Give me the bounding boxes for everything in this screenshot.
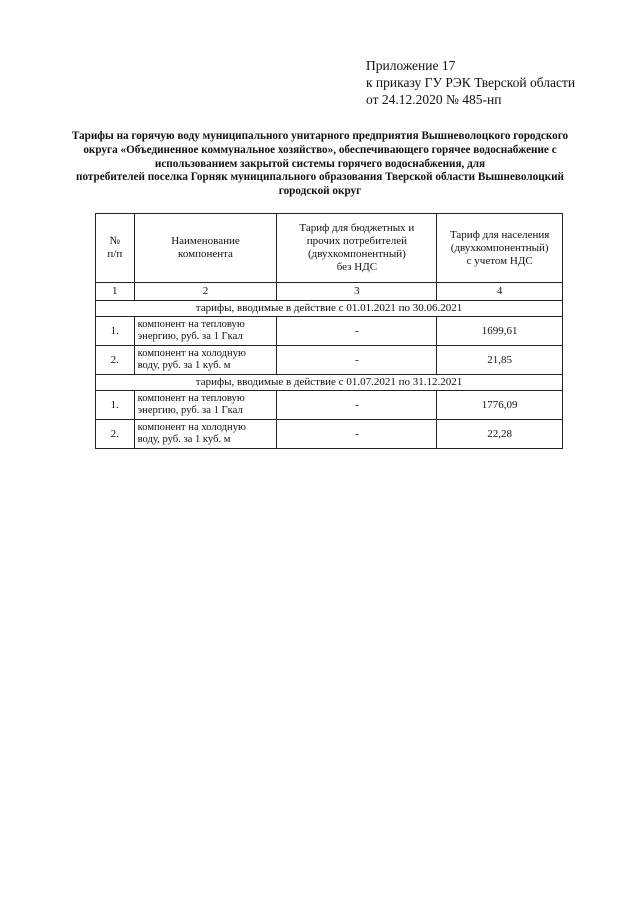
population-tariff-value: 22,28 bbox=[437, 420, 563, 449]
appendix-number: Приложение 17 bbox=[366, 58, 456, 73]
budget-tariff-value: - bbox=[277, 317, 437, 346]
row-number: 1. bbox=[96, 391, 135, 420]
budget-tariff-value: - bbox=[277, 391, 437, 420]
header-number-line: № bbox=[109, 235, 121, 247]
component-name-line: энергию, руб. за 1 Гкал bbox=[137, 405, 243, 416]
component-name-line: компонент на тепловую bbox=[137, 319, 245, 330]
component-name bbox=[134, 346, 277, 375]
period-label: тарифы, вводимые в действие с 01.07.2021 по 31.12.2021 bbox=[96, 375, 563, 391]
header-name-line: компонента bbox=[178, 248, 233, 260]
column-number: 4 bbox=[437, 283, 563, 301]
header-population-line: Тариф для населения bbox=[449, 228, 550, 241]
component-name bbox=[134, 317, 277, 346]
component-name-line: компонент на тепловую bbox=[137, 393, 245, 404]
title-line: использованием закрытой системы горячего водоснабжения, для bbox=[154, 157, 486, 170]
title-line: городской округ bbox=[278, 185, 362, 198]
table-row bbox=[96, 391, 563, 420]
document-title bbox=[40, 130, 600, 199]
header-budget-line: прочих потребителей bbox=[306, 235, 407, 247]
header-name-line: Наименование bbox=[171, 235, 240, 247]
column-number: 1 bbox=[96, 283, 135, 301]
table-row bbox=[96, 317, 563, 346]
budget-tariff-value: - bbox=[277, 420, 437, 449]
column-number: 3 bbox=[277, 283, 437, 301]
period-label: тарифы, вводимые в действие с 01.01.2021 по 30.06.2021 bbox=[96, 301, 563, 317]
component-name-line: воду, руб. за 1 куб. м bbox=[137, 434, 231, 445]
title-line: округа «Объединенное коммунальное хозяйство», обеспечивающего горячее водоснабжение с bbox=[83, 143, 557, 156]
appendix-order-reference: к приказу ГУ РЭК Тверской области bbox=[366, 75, 576, 90]
period-row bbox=[96, 375, 563, 391]
tariffs-table bbox=[95, 213, 563, 449]
column-numbers-row bbox=[96, 283, 563, 301]
header-component-name bbox=[134, 214, 277, 283]
appendix-header bbox=[366, 57, 575, 108]
component-name-line: воду, руб. за 1 куб. м bbox=[137, 360, 231, 371]
population-tariff-value: 1699,61 bbox=[437, 317, 563, 346]
header-budget-line: (двухкомпонентный) bbox=[307, 248, 406, 260]
header-population-line: (двухкомпонентный) bbox=[450, 241, 549, 254]
component-name-line: компонент на холодную bbox=[137, 422, 246, 433]
title-line: Тарифы на горячую воду муниципального унитарного предприятия Вышневолоцкого городского bbox=[71, 130, 569, 142]
header-budget-tariff bbox=[277, 214, 437, 283]
budget-tariff-value: - bbox=[277, 346, 437, 375]
table-row bbox=[96, 346, 563, 375]
header-budget-line: без НДС bbox=[336, 261, 378, 273]
appendix-order-date: от 24.12.2020 № 485-нп bbox=[366, 92, 502, 107]
population-tariff-value: 21,85 bbox=[437, 346, 563, 375]
table-header-row bbox=[96, 214, 563, 283]
row-number: 2. bbox=[96, 346, 135, 375]
table-row bbox=[96, 420, 563, 449]
header-number bbox=[96, 214, 135, 283]
component-name-line: энергию, руб. за 1 Гкал bbox=[137, 331, 243, 342]
component-name-line: компонент на холодную bbox=[137, 348, 246, 359]
header-number-line: п/п bbox=[107, 248, 123, 260]
title-line: потребителей поселка Горняк муниципального образования Тверской области Вышневолоцкий bbox=[76, 171, 564, 184]
period-row bbox=[96, 301, 563, 317]
header-population-tariff bbox=[437, 214, 563, 283]
header-budget-line: Тариф для бюджетных и bbox=[299, 222, 415, 234]
column-number: 2 bbox=[134, 283, 277, 301]
population-tariff-value: 1776,09 bbox=[437, 391, 563, 420]
row-number: 1. bbox=[96, 317, 135, 346]
header-population-line: с учетом НДС bbox=[466, 254, 533, 267]
component-name bbox=[134, 420, 277, 449]
component-name bbox=[134, 391, 277, 420]
row-number: 2. bbox=[96, 420, 135, 449]
